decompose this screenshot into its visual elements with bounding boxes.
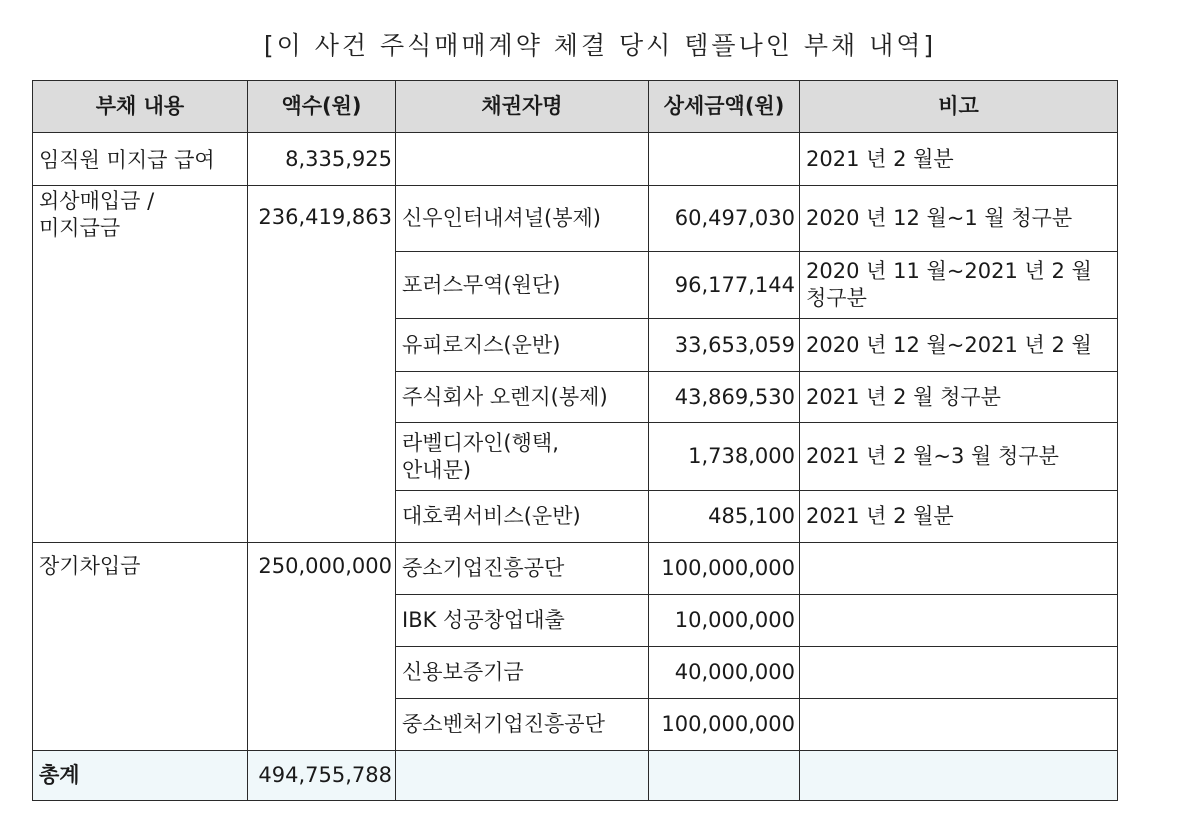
creditor-cell: 라벨디자인(행택, 안내문) [396,423,649,491]
creditor-cell: 중소벤처기업진흥공단 [396,699,649,751]
detail-cell: 100,000,000 [649,699,800,751]
note-cell [800,595,1118,647]
total-amount: 494,755,788 [248,751,396,801]
detail-cell: 1,738,000 [649,423,800,491]
table-header-row [33,81,1118,133]
amount-cell: 8,335,925 [248,133,396,186]
detail-cell [649,133,800,186]
creditor-cell: 주식회사 오렌지(봉제) [396,372,649,423]
item-cell: 임직원 미지급 급여 [33,133,248,186]
document-title: [이 사건 주식매매계약 체결 당시 템플나인 부채 내역] [263,31,937,60]
note-cell: 2020 년 12 월~1 월 청구분 [800,186,1118,252]
note-cell: 2021 년 2 월분 [800,491,1118,543]
table-row [33,133,1118,186]
detail-cell: 96,177,144 [649,252,800,319]
note-cell [800,647,1118,699]
amount-cell: 250,000,000 [248,543,396,751]
total-row [33,751,1118,801]
table-row [33,186,1118,252]
note-cell: 2021 년 2 월분 [800,133,1118,186]
creditor-cell: 유피로지스(운반) [396,319,649,372]
creditor-cell [396,133,649,186]
detail-cell: 60,497,030 [649,186,800,252]
header-item: 부채 내용 [33,81,248,133]
creditor-cell: 포러스무역(원단) [396,252,649,319]
amount-cell: 236,419,863 [248,186,396,543]
creditor-cell: IBK 성공창업대출 [396,595,649,647]
liabilities-table [32,80,1118,801]
creditor-cell: 신용보증기금 [396,647,649,699]
note-cell [800,543,1118,595]
note-cell: 2021 년 2 월~3 월 청구분 [800,423,1118,491]
note-cell: 2020 년 11 월~2021 년 2 월 청구분 [800,252,1118,319]
detail-cell: 485,100 [649,491,800,543]
detail-cell: 33,653,059 [649,319,800,372]
creditor-cell: 중소기업진흥공단 [396,543,649,595]
note-cell [800,699,1118,751]
item-cell: 외상매입금 / 미지급금 [33,186,248,543]
creditor-cell: 대호퀵서비스(운반) [396,491,649,543]
detail-cell: 10,000,000 [649,595,800,647]
header-note: 비고 [800,81,1118,133]
item-cell: 장기차입금 [33,543,248,751]
detail-cell [649,751,800,801]
detail-cell: 43,869,530 [649,372,800,423]
header-detail: 상세금액(원) [649,81,800,133]
header-creditor: 채권자명 [396,81,649,133]
header-amount: 액수(원) [248,81,396,133]
note-cell: 2021 년 2 월 청구분 [800,372,1118,423]
table-row [33,543,1118,595]
creditor-cell [396,751,649,801]
note-cell [800,751,1118,801]
note-cell: 2020 년 12 월~2021 년 2 월 [800,319,1118,372]
detail-cell: 100,000,000 [649,543,800,595]
creditor-cell: 신우인터내셔널(봉제) [396,186,649,252]
total-label: 총계 [33,751,248,801]
detail-cell: 40,000,000 [649,647,800,699]
